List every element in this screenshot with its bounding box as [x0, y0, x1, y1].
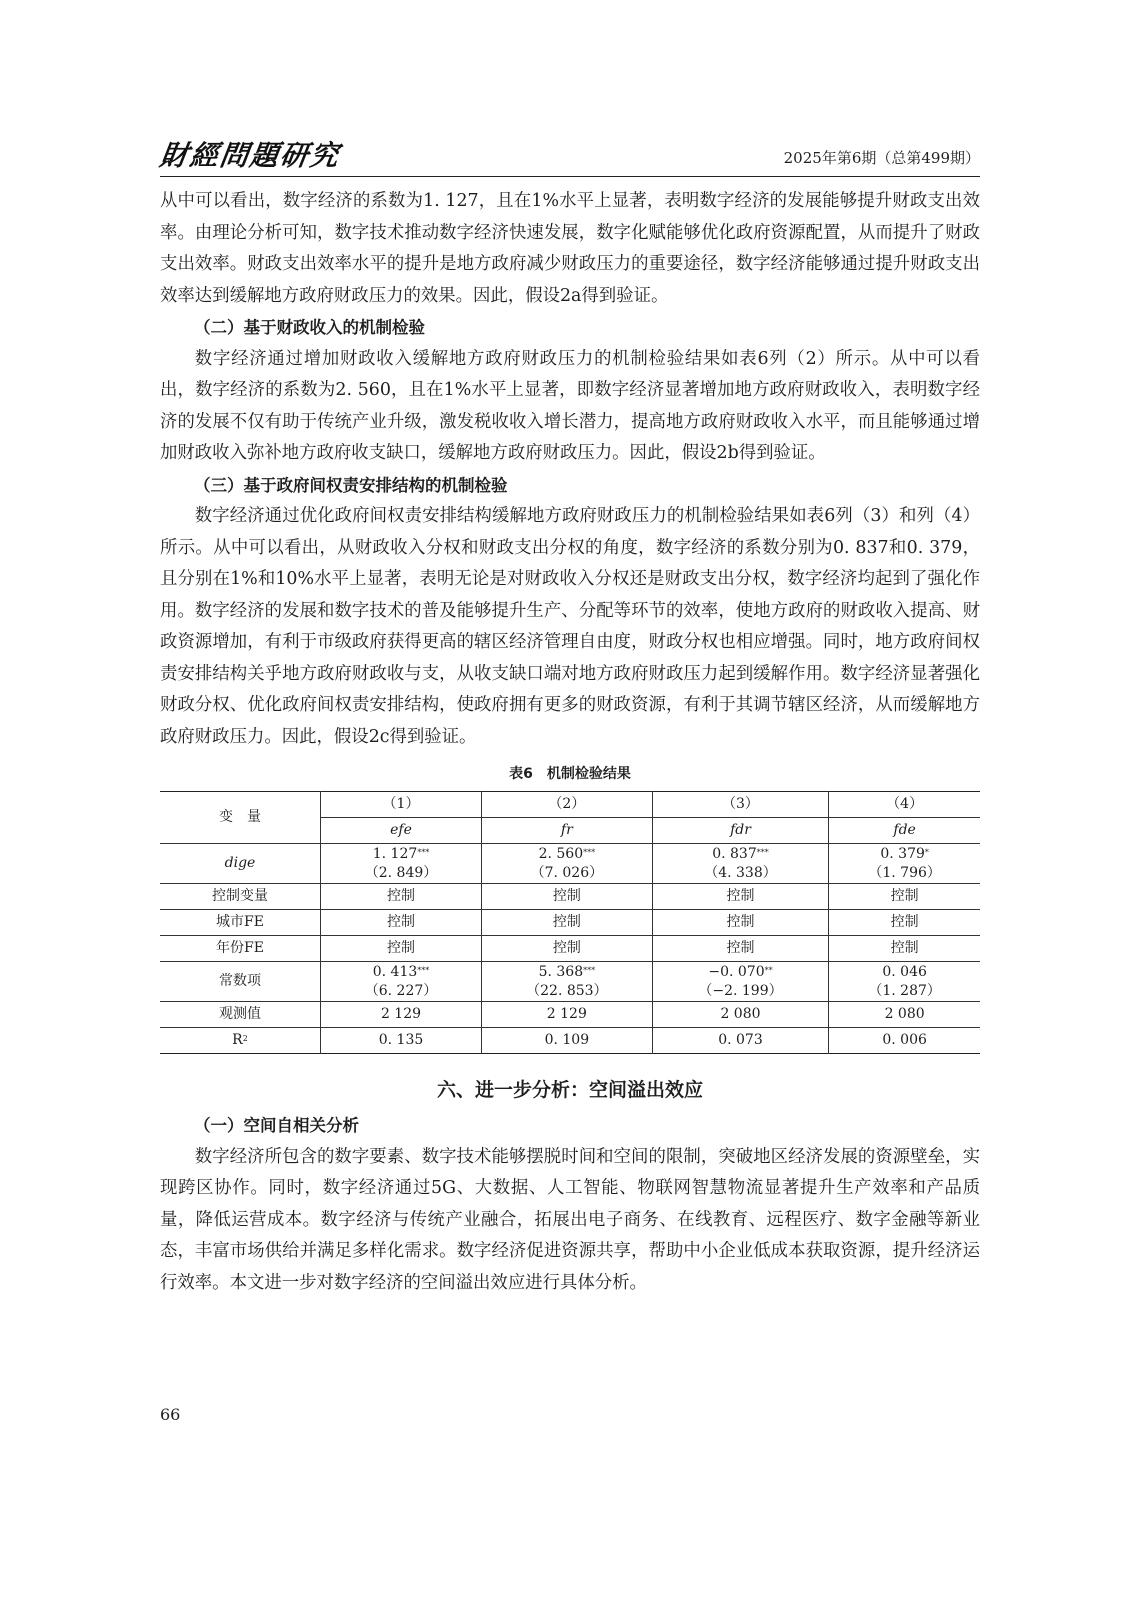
subsection-heading: （二）基于财政收入的机制检验 [194, 318, 425, 337]
table-cell: 控制 [652, 910, 829, 936]
table-row [160, 936, 980, 962]
column-variable: fde [829, 818, 980, 844]
table-header-row [160, 792, 980, 818]
table-cell: 控制 [321, 910, 482, 936]
table-row [160, 884, 980, 910]
paragraph: 从中可以看出，数字经济的系数为1. 127，且在1%水平上显著，表明数字经济的发展能够提升财政支出效率。由理论分析可知，数字技术推动数字经济快速发展，数字化赋能够优化政府资源配置，从而提升了财政支出效率。财政支出效率水平的提升是地方政府减少财政压力的重要途径，数字经济能够通过提升财政支出效率达到缓解地方政府财政压力的效果。因此，假设2a得到验证。 [160, 191, 980, 306]
table-cell: 2 129 [321, 1002, 482, 1028]
column-number: （4） [829, 792, 980, 818]
row-label: $R^2$ [160, 1028, 321, 1054]
table-cell: 0. 135 [321, 1028, 482, 1054]
row-label: dige [160, 844, 321, 884]
journal-logo: 財經問題研究 [157, 139, 343, 172]
page-number: 66 [160, 1405, 181, 1424]
table-cell: 0. 073 [652, 1028, 829, 1054]
article-body [160, 186, 980, 1299]
table-cell: 控制 [829, 910, 980, 936]
column-variable: fdr [652, 818, 829, 844]
table-cell: 控制 [482, 884, 653, 910]
table-row [160, 910, 980, 936]
table-cell: 控制 [482, 936, 653, 962]
table-cell: 控制 [652, 884, 829, 910]
column-variable: fr [482, 818, 653, 844]
table-cell: 控制 [482, 910, 653, 936]
subsection-heading: （一）空间自相关分析 [194, 1116, 359, 1135]
table-cell: 0. 413*** （6. 227） [321, 962, 482, 1002]
table-cell: 2 080 [829, 1002, 980, 1028]
column-number: （1） [321, 792, 482, 818]
table-cell: 控制 [829, 884, 980, 910]
table-cell: 0. 837*** （4. 338） [652, 844, 829, 884]
table-cell: 控制 [652, 936, 829, 962]
table-row [160, 962, 980, 1002]
table-cell: 0. 046 （1. 287） [829, 962, 980, 1002]
table-title: 表6 机制检验结果 [509, 766, 631, 782]
table-cell: 控制 [829, 936, 980, 962]
paragraph: 数字经济通过增加财政收入缓解地方政府财政压力的机制检验结果如表6列（2）所示。从中可以看出，数字经济的系数为2. 560，且在1%水平上显著，即数字经济显著增加地方政府财政收入，表明数字经济的发展不仅有助于传统产业升级，激发税收收入增长潜力，提高地方政府财政收入水平，而且能够通过增加财政收入弥补地方政府收支缺口，缓解地方政府财政压力。因此，假设2b得到验证。 [160, 348, 980, 463]
subsection-heading: （三）基于政府间权责安排结构的机制检验 [194, 475, 508, 495]
table-cell: 2. 560*** （7. 026） [482, 844, 653, 884]
table-cell: 0. 006 [829, 1028, 980, 1054]
row-label: 常数项 [160, 962, 321, 1002]
row-label: 城市FE [160, 910, 321, 936]
table-cell: −0. 070** （−2. 199） [652, 962, 829, 1002]
table-row [160, 1028, 980, 1054]
table-cell: 2 080 [652, 1002, 829, 1028]
table-row [160, 1002, 980, 1028]
page-header [157, 139, 980, 177]
table-cell: 控制 [321, 936, 482, 962]
column-number: （2） [482, 792, 653, 818]
table-cell: 0. 109 [482, 1028, 653, 1054]
table-cell: 2 129 [482, 1002, 653, 1028]
variable-header: 变 量 [160, 792, 321, 844]
table-cell: 5. 368*** （22. 853） [482, 962, 653, 1002]
row-label: 观测值 [160, 1002, 321, 1028]
table-cell: 控制 [321, 884, 482, 910]
paragraph: 数字经济所包含的数字要素、数字技术能够摆脱时间和空间的限制，突破地区经济发展的资源壁垒，实现跨区协作。同时，数字经济通过5G、大数据、人工智能、物联网智慧物流显著提升生产效率和产品质量，降低运营成本。数字经济与传统产业融合，拓展出电子商务、在线教育、远程医疗、数字金融等新业态，丰富市场供给并满足多样化需求。数字经济促进资源共享，帮助中小企业低成本获取资源，提升经济运行效率。本文进一步对数字经济的空间溢出效应进行具体分析。 [160, 1146, 980, 1293]
paragraph: 数字经济通过优化政府间权责安排结构缓解地方政府财政压力的机制检验结果如表6列（3）和列（4）所示。从中可以看出，从财政收入分权和财政支出分权的角度，数字经济的系数分别为0. 837和0. 379，且分别在1%和10%水平上显著，表明无论是对财政收入分权还是财政支出分权，数字经济均起到了强化作用。数字经济的发展和数字技术的普及能够提升生产、分配等环节的效率，使地方政府的财政收入提高、财政资源增加，有利于市级政府获得更高的辖区经济管理自由度，财政分权也相应增强。同时，地方政府间权责安排结构关乎地方政府财政收与支，从收支缺口端对地方政府财政压力起到缓解作用。数字经济显著强化财政分权、优化政府间权责安排结构，使政府拥有更多的财政资源，有利于其调节辖区经济，从而缓解地方政府财政压力。因此，假设2c得到验证。 [160, 506, 980, 747]
row-label: 控制变量 [160, 884, 321, 910]
row-label: 年份FE [160, 936, 321, 962]
table-cell: 0. 379* （1. 796） [829, 844, 980, 884]
column-number: （3） [652, 792, 829, 818]
section-title: 六、进一步分析：空间溢出效应 [436, 1079, 703, 1101]
results-table [160, 791, 980, 1054]
table-row [160, 844, 980, 884]
table-cell: 1. 127*** （2. 849） [321, 844, 482, 884]
column-variable: efe [321, 818, 482, 844]
issue-info: 2025年第6期（总第499期） [783, 149, 980, 167]
